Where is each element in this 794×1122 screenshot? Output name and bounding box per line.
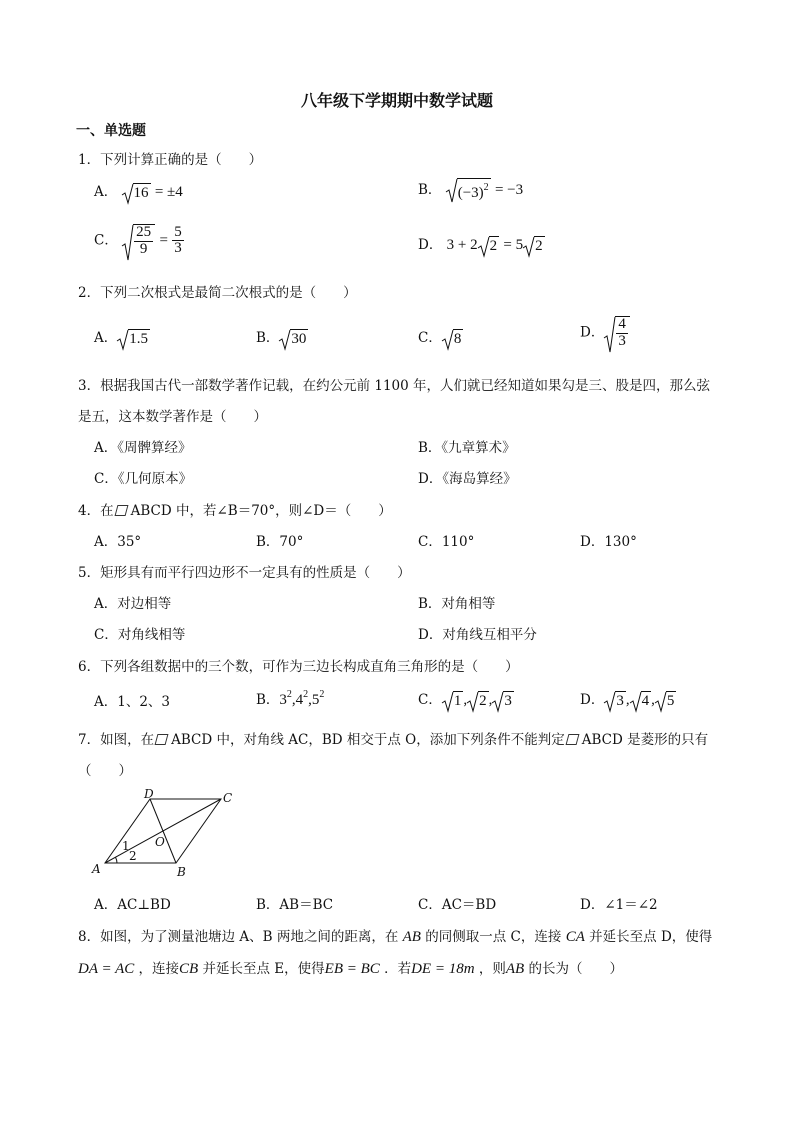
question-2-stem: 2．下列二次根式是最简二次根式的是（ ） [78,285,357,301]
sqrt: $(-3)^2$ [446,178,491,203]
q2-option-b: B． 30 [256,330,307,347]
label-o: O [155,835,165,849]
sqrt: 5 [655,691,677,711]
parallelogram-figure [88,788,248,880]
q1-option-a [94,180,183,202]
parallelogram-icon [114,505,128,516]
q2-option-d: D． $\frac{4}{3}$ [580,316,630,350]
q5-option-a: A．对边相等 [94,596,172,612]
expr: = ±4 [154,184,183,200]
q7-option-a: A．AC⊥BD [94,897,171,913]
q4-option-b: B．70° [256,534,304,550]
sqrt-fraction: $\frac{4}{3}$ [604,316,630,350]
q6-option-c: C． 1 , 2 , 3 [418,692,512,709]
sqrt: 1 [442,691,464,711]
q5-option-c: C．对角线相等 [94,627,186,643]
q3-option-d: D．《海岛算经》 [418,471,517,487]
sqrt: 2 [478,236,500,256]
q6-option-b: B．$3^2,4^2,5^2$ [256,689,325,708]
question-6-stem: 6．下列各组数据中的三个数，可作为三边长构成直角三角形的是（ ） [78,659,519,675]
question-7-paren: （ ） [78,763,132,779]
question-8-line-2: DA = AC ，连接CB 并延长至点 E，使得EB = BC ．若DE = 18m ，则AB 的长为（ ） [78,961,623,977]
q3-option-b: B．《九章算术》 [418,440,516,456]
q7-option-b: B．AB＝BC [256,897,334,913]
diagonal-bd [150,799,176,863]
page-title: 八年级下学期期中数学试题 [300,91,493,110]
sqrt: 30 [279,329,308,349]
option-label: A． [94,184,118,200]
sqrt: 4 [630,691,652,711]
q1-option-c: C． $\frac{25}{9}$ = $\frac{5}{3}$ [94,224,184,258]
q7-option-c: C．AC＝BD [418,897,497,913]
sqrt: 3 [604,691,626,711]
parallelogram-icon [155,734,169,745]
sqrt: 2 [467,691,489,711]
label-c: C [223,791,233,805]
q4-option-d: D．130° [580,534,637,550]
label-a: A [92,862,101,876]
fraction: $\frac{5}{3}$ [174,223,182,257]
q7-option-d: D．∠1＝∠2 [580,897,658,913]
expr: = −3 [494,182,524,198]
label-angle-2: 2 [129,849,137,863]
q3-option-a: A．《周髀算经》 [94,440,192,456]
q2-option-c: C． 8 [418,330,462,347]
sqrt: 2 [523,236,545,256]
q3-option-c: C．《几何原本》 [94,471,193,487]
question-3-line-1: 3．根据我国古代一部数学著作记载，在约公元前 1100 年，人们就已经知道如果勾是三、股是四，那么弦 [78,378,711,394]
q4-option-c: C．110° [418,534,475,550]
q2-option-a: A． 1.5 [94,330,148,347]
q5-option-d: D．对角线互相平分 [418,627,537,643]
q1-option-b [418,178,523,203]
sqrt-fraction: $\frac{25}{9}$ [122,224,155,258]
q6-option-a: A．1、2、3 [94,694,171,710]
q4-option-a: A．35° [94,534,142,550]
sqrt: 3 [492,691,514,711]
question-1-stem: 1．下列计算正确的是（ ） [78,152,263,168]
q1-option-d: D． 3 + 2 2 = 5 2 [418,237,543,254]
question-7-stem: 7．如图，在 ABCD 中，对角线 AC，BD 相交于点 O，添加下列条件不能判定 ABCD 是菱形的只有 [78,732,709,748]
section-heading: 一、单选题 [76,123,146,139]
angle-arc [116,857,118,863]
label-d: D [144,788,154,801]
question-8-line-1: 8．如图，为了测量池塘边 A、B 两地之间的距离，在 AB 的同侧取一点 C，连接 CA 并延长至点 D，使得 [78,929,713,945]
question-4-stem: 4．在 ABCD 中，若∠B＝70°，则∠D＝（ ） [78,503,392,519]
label-b: B [177,865,186,879]
q6-option-d: D． 3 , 4 , 5 [580,692,675,709]
parallelogram-icon [565,734,579,745]
sqrt: 16 [122,183,151,203]
option-label: C． [94,232,118,249]
question-3-line-2: 是五，这本数学著作是（ ） [78,409,267,425]
question-5-stem: 5．矩形具有而平行四边形不一定具有的性质是（ ） [78,565,411,581]
sqrt: 8 [442,329,464,349]
option-label: B． [418,182,442,198]
label-angle-1: 1 [122,839,130,853]
sqrt: 1.5 [117,329,150,349]
option-label: D． [418,237,443,253]
q5-option-b: B．对角相等 [418,596,496,612]
